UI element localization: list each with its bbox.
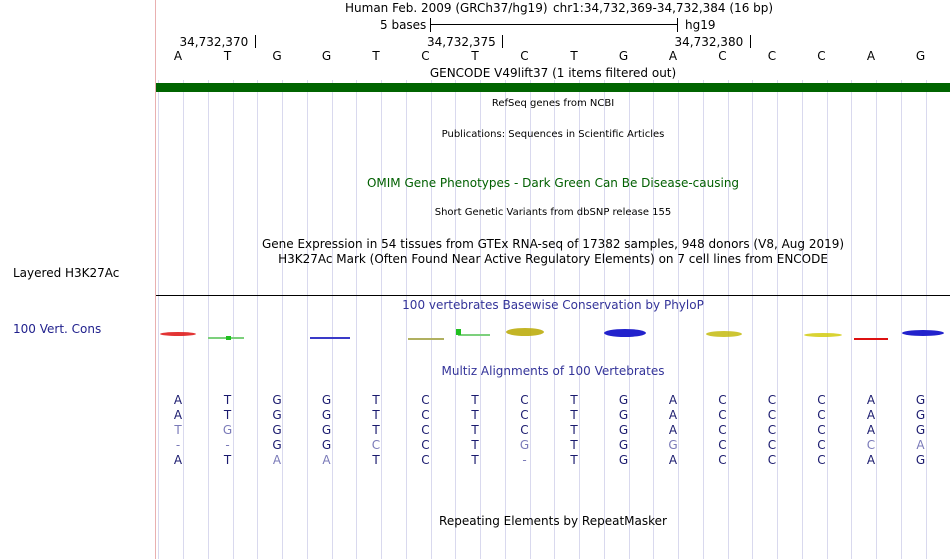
scale-bar-left-tick (430, 18, 431, 32)
reference-base: G (618, 49, 629, 63)
alignment-base: T (570, 408, 578, 422)
alignment-base: T (471, 393, 479, 407)
alignment-base: G (915, 408, 926, 422)
reference-base: G (915, 49, 926, 63)
alignment-base: C (767, 438, 777, 452)
alignment-base: - (522, 453, 527, 467)
alignment-base: G (519, 438, 530, 452)
reference-base: C (817, 49, 826, 63)
gtex-track-title: Gene Expression in 54 tissues from GTEx RNA-seq of 17382 samples, 948 donors (V8, Aug 2019) (261, 237, 845, 251)
alignment-base: T (570, 393, 578, 407)
ruler-tick (502, 35, 503, 48)
gene-feature-bar[interactable] (156, 83, 950, 92)
alignment-base: T (372, 408, 380, 422)
position-readout: chr1:34,732,369-34,732,384 (16 bp) (553, 1, 774, 15)
alignment-base: - (175, 438, 181, 452)
gencode-track-title: GENCODE V49lift37 (1 items filtered out) (429, 66, 677, 80)
alignment-base: C (421, 408, 430, 422)
alignment-base: C (767, 393, 777, 407)
alignment-base: C (817, 408, 826, 422)
alignment-base: G (321, 393, 332, 407)
alignment-base: G (272, 438, 282, 452)
alignment-base: T (223, 453, 232, 467)
alignment-base: C (520, 423, 529, 437)
alignment-base: C (371, 438, 381, 452)
scale-db: hg19 (685, 18, 716, 32)
reference-base: T (223, 49, 232, 63)
alignment-base: A (916, 438, 925, 452)
alignment-base: C (718, 438, 727, 452)
alignment-base: T (570, 423, 578, 437)
alignment-base: C (767, 408, 777, 422)
alignment-base: A (322, 453, 331, 467)
track-label-h3k27ac[interactable]: Layered H3K27Ac (13, 266, 120, 280)
alignment-base: T (570, 438, 578, 452)
omim-track-title: OMIM Gene Phenotypes - Dark Green Can Be Disease-causing (366, 176, 740, 190)
alignment-base: C (421, 453, 430, 467)
alignment-base: A (668, 408, 678, 422)
track-label-cons[interactable]: 100 Vert. Cons (13, 322, 102, 336)
reference-base: G (272, 49, 282, 63)
dbsnp-track-title: Short Genetic Variants from dbSNP release 155 (434, 207, 672, 218)
alignment-base: T (471, 453, 479, 467)
alignment-base: T (223, 408, 232, 422)
alignment-base: A (668, 393, 678, 407)
alignment-base: A (173, 453, 183, 467)
alignment-base: A (866, 408, 876, 422)
alignment-base: T (471, 408, 479, 422)
alignment-base: A (866, 393, 876, 407)
alignment-base: G (915, 393, 926, 407)
ruler-position-label: 34,732,370 (179, 35, 249, 49)
alignment-base: A (668, 423, 678, 437)
alignment-base: G (272, 393, 282, 407)
reference-base: A (173, 49, 183, 63)
alignment-base: T (471, 438, 479, 452)
alignment-base: C (520, 393, 529, 407)
alignment-base: T (372, 453, 380, 467)
reference-base: T (570, 49, 578, 63)
h3k27ac-track-title: H3K27Ac Mark (Often Found Near Active Regulatory Elements) on 7 cell lines from ENCODE (278, 252, 828, 266)
repeatmasker-track-title: Repeating Elements by RepeatMasker (439, 514, 667, 528)
reference-base: T (372, 49, 380, 63)
alignment-base: C (817, 438, 826, 452)
alignment-base: C (718, 408, 727, 422)
alignment-base: G (618, 408, 629, 422)
alignment-base: G (321, 438, 332, 452)
reference-base: A (668, 49, 678, 63)
publications-track-title: Publications: Sequences in Scientific Articles (441, 129, 665, 140)
refseq-track-title: RefSeq genes from NCBI (491, 98, 615, 109)
alignment-base: A (173, 408, 183, 422)
alignment-base: G (668, 438, 678, 452)
alignment-base: C (718, 453, 727, 467)
assembly-title: Human Feb. 2009 (GRCh37/hg19) (345, 1, 548, 15)
reference-base: T (471, 49, 479, 63)
alignment-base: A (866, 453, 876, 467)
alignment-base: G (272, 423, 282, 437)
track-divider (156, 295, 950, 296)
alignment-base: T (223, 393, 232, 407)
alignment-base: C (817, 453, 826, 467)
alignment-base: G (272, 408, 282, 422)
alignment-base: C (817, 393, 826, 407)
alignment-base: - (225, 438, 230, 452)
alignment-base: G (321, 408, 332, 422)
alignment-base: G (618, 438, 629, 452)
alignment-base: G (618, 453, 629, 467)
alignment-base: G (321, 423, 332, 437)
alignment-base: G (222, 423, 233, 437)
alignment-base: T (570, 453, 578, 467)
alignment-base: C (718, 393, 727, 407)
alignment-base: G (618, 423, 629, 437)
ruler-tick (750, 35, 751, 48)
alignment-base: C (520, 408, 529, 422)
alignment-base: A (668, 453, 678, 467)
alignment-base: A (173, 393, 183, 407)
reference-base: C (767, 49, 777, 63)
track-label-column (0, 0, 155, 559)
reference-base: A (866, 49, 876, 63)
alignment-base: C (718, 423, 727, 437)
scale-text: 5 bases (380, 18, 427, 32)
alignment-base: T (372, 393, 380, 407)
alignment-base: T (174, 423, 182, 437)
ruler-tick (255, 35, 256, 48)
alignment-base: C (767, 423, 777, 437)
alignment-base: C (421, 423, 430, 437)
alignment-base: G (618, 393, 629, 407)
alignment-base: C (817, 423, 826, 437)
alignment-base: G (915, 423, 926, 437)
ruler-position-label: 34,732,375 (427, 35, 496, 49)
alignment-base: G (915, 453, 926, 467)
scale-bar-right-tick (677, 18, 678, 32)
reference-base: G (321, 49, 332, 63)
alignment-base: A (866, 423, 876, 437)
alignment-base: T (372, 423, 380, 437)
alignment-base: T (471, 423, 479, 437)
alignment-base: C (866, 438, 876, 452)
reference-base: C (718, 49, 727, 63)
alignment-base: C (767, 453, 777, 467)
alignment-base: C (421, 438, 430, 452)
scale-bar (430, 24, 678, 25)
ruler-position-label: 34,732,380 (674, 35, 744, 49)
alignment-base: C (421, 393, 430, 407)
multiz-track-title: Multiz Alignments of 100 Vertebrates (441, 364, 665, 378)
phylop-track-title: 100 vertebrates Basewise Conservation by PhyloP (402, 298, 704, 312)
reference-base: C (520, 49, 529, 63)
conservation-wiggle[interactable] (156, 320, 950, 350)
alignment-base: A (272, 453, 282, 467)
reference-base: C (421, 49, 430, 63)
